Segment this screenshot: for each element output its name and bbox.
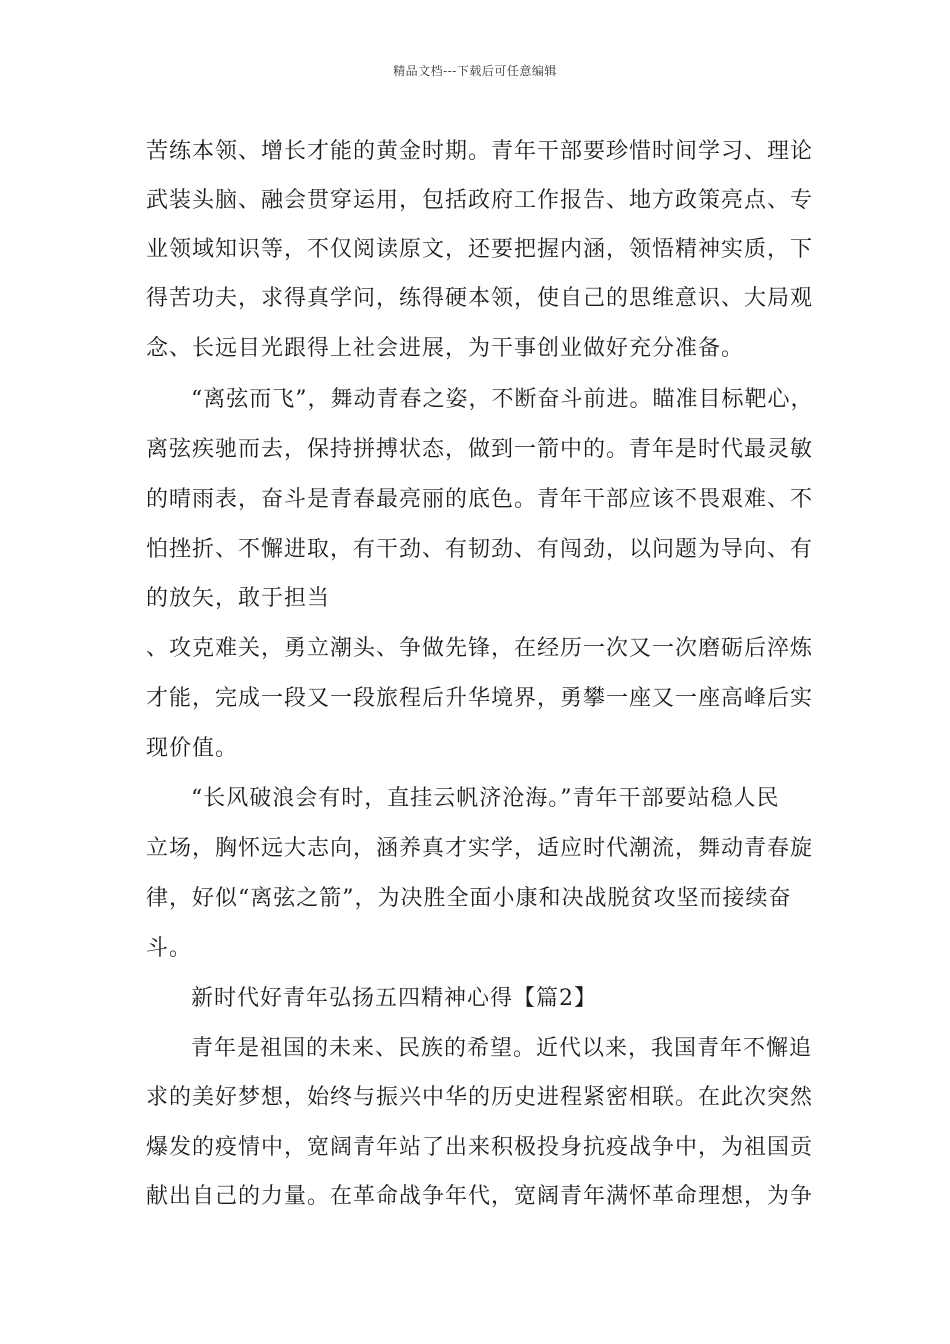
text-line: 献出自己的力量。在革命战争年代，宽阔青年满怀革命理想，为争 xyxy=(146,1184,814,1209)
text-line: 武装头脑、融会贯穿运用，包括政府工作报告、地方政策亮点、专 xyxy=(146,188,814,213)
text-line: 求的美好梦想，始终与振兴中华的历史进程紧密相联。在此次突然 xyxy=(146,1085,814,1110)
text-line: 念、长远目光跟得上社会进展，为干事创业做好充分准备。 xyxy=(146,336,745,361)
text-line: 的放矢，敢于担当 xyxy=(146,586,331,611)
paragraph-start-line: “离弦而飞”，舞动青春之姿，不断奋斗前进。瞄准目标靶心， xyxy=(191,387,814,412)
section-heading: 新时代好青年弘扬五四精神心得【篇2】 xyxy=(191,986,597,1011)
text-line: 才能，完成一段又一段旅程后升华境界，勇攀一座又一座高峰后实 xyxy=(146,686,814,711)
text-line: 离弦疾驰而去，保持拼搏状态，做到一箭中的。青年是时代最灵敏 xyxy=(146,437,814,462)
text-line: 立场，胸怀远大志向，涵养真才实学，适应时代潮流，舞动青春旋 xyxy=(146,836,814,861)
text-line: 业领域知识等，不仅阅读原文，还要把握内涵，领悟精神实质，下 xyxy=(146,237,814,262)
text-line: 怕挫折、不懈进取，有干劲、有韧劲、有闯劲，以问题为导向、有 xyxy=(146,537,814,562)
paragraph-start-line: 青年是祖国的未来、民族的希望。近代以来，我国青年不懈追 xyxy=(191,1036,813,1061)
text-line: 苦练本领、增长才能的黄金时期。青年干部要珍惜时间学习、理论 xyxy=(146,139,814,164)
paragraph-start-line: “长风破浪会有时，直挂云帆济沧海。”青年干部要站稳人民 xyxy=(191,786,780,811)
text-line: 现价值。 xyxy=(146,736,239,761)
text-line: 得苦功夫，求得真学问，练得硬本领，使自己的思维意识、大局观 xyxy=(146,286,814,311)
text-line: 爆发的疫情中，宽阔青年站了出来积极投身抗疫战争中，为祖国贡 xyxy=(146,1135,814,1160)
text-line: 斗。 xyxy=(146,936,193,961)
text-line: 、攻克难关，勇立潮头、争做先锋，在经历一次又一次磨砺后淬炼 xyxy=(146,636,814,661)
text-line: 的晴雨表，奋斗是青春最亮丽的底色。青年干部应该不畏艰难、不 xyxy=(146,487,814,512)
page-header: 精品文档---下载后可任意编辑 xyxy=(393,64,557,78)
text-line: 律，好似“离弦之箭”，为决胜全面小康和决战脱贫攻坚而接续奋 xyxy=(146,886,792,911)
